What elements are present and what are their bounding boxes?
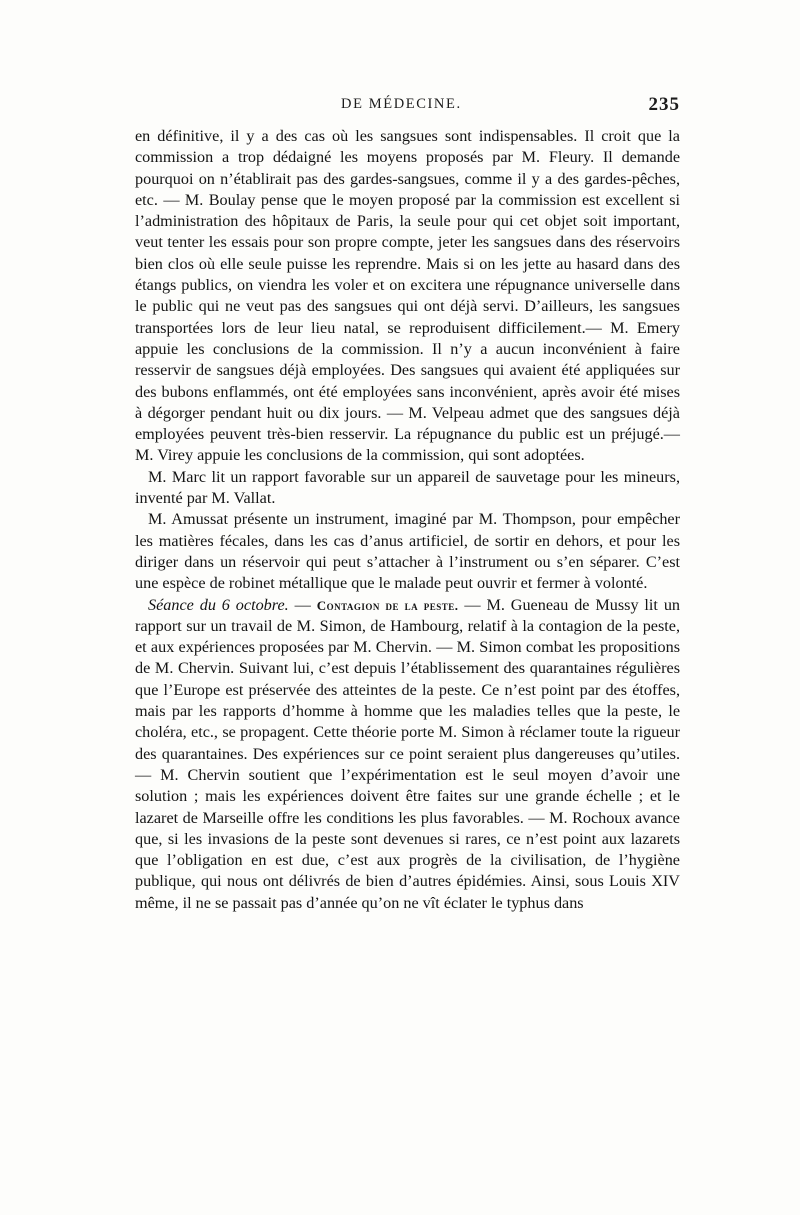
seance-dash: —: [288, 595, 317, 614]
paragraph-instrument: M. Amussat présente un instrument, imaginé par M. Thompson, pour empêcher les matières fécales, dans les cas d’anus artificiel, de sortir en dehors, et pour les diriger dans un réservoir qui peut s’attacher à l’instrument ou s’en séparer. C’est une espèce de robinet métallique que le malade peut ouvrir et fermer à volonté.: [135, 510, 680, 593]
paragraph-sauvetage: M. Marc lit un rapport favorable sur un appareil de sauvetage pour les mineurs, inventé par M. Vallat.: [135, 467, 680, 508]
page-number: 235: [648, 94, 680, 115]
paragraph-sangsues: en définitive, il y a des cas où les sangsues sont indispensables. Il croit que la commission a trop dédaigné les moyens proposés par M. Fleury. Il demande pourquoi on n’établirait pas des gardes-sangsues, comme il y a des gardes-pêches, etc. — M. Boulay pense que le moyen proposé par la commission est excellent si l’administration des hôpitaux de Paris, la seule pour qui cet objet soit important, veut tenter les essais pour son propre compte, jeter les sangsues dans des réservoirs bien clos où elle seule puisse les reprendre. Mais si on les jette au hasard dans des étangs publics, on viendra les voler et on excitera une répugnance universelle dans le public qui ne veut pas des sangsues qui ont déjà servi. D’ailleurs, les sangsues transportées lors de leur lieu natal, se reproduisent difficilement.— M. Emery appuie les conclusions de la commission. Il n’y a aucun inconvénient à faire resservir de sangsues déjà employées. Des sangsues qui avaient été appliquées sur des bubons enflammés, ont été employées sans inconvénient, après avoir été mises à dégorger pendant huit ou dix jours. — M. Velpeau admet que des sangsues déjà employées peuvent très-bien resservir. La répugnance du public est un préjugé.— M. Virey appuie les conclusions de la commission, qui sont adoptées.: [135, 127, 680, 465]
body-text: [135, 126, 680, 914]
running-head: [135, 96, 680, 126]
seance-text: — M. Gueneau de Mussy lit un rapport sur un travail de M. Simon, de Hambourg, relatif à la contagion de la peste, et aux expériences proposées par M. Chervin. — M. Simon combat les propositions de M. Chervin. Suivant lui, c’est depuis l’établissement des quarantaines régulières que l’Europe est préservée des atteintes de la peste. Ce n’est point par des étoffes, mais par les rapports d’homme à homme que les maladies telles que la peste, le choléra, etc., se propagent. Cette théorie porte M. Simon à réclamer toute la rigueur des quarantaines. Des expériences sur ce point seraient plus dangereuses qu’utiles. — M. Chervin soutient que l’expérimentation est le seul moyen d’avoir une solution ; mais les expériences doivent être faites sur une grande échelle ; et le lazaret de Marseille offre les conditions les plus favorables. — M. Rochoux avance que, si les invasions de la peste sont devenues si rares, ce n’est point aux lazarets que l’obligation en est due, c’est aux progrès de la civilisation, de l’hygiène publique, qui nous ont délivrés de bien d’autres épidémies. Ainsi, sous Louis XIV même, il ne se passait pas d’année qu’on ne vît éclater le typhus dans: [135, 595, 681, 912]
running-head-title: DE MÉDECINE.: [341, 96, 462, 112]
section-heading-contagion: Contagion de la peste.: [316, 597, 459, 613]
paragraph-seance: [135, 595, 680, 914]
seance-date: Séance du 6 octobre.: [148, 595, 289, 614]
